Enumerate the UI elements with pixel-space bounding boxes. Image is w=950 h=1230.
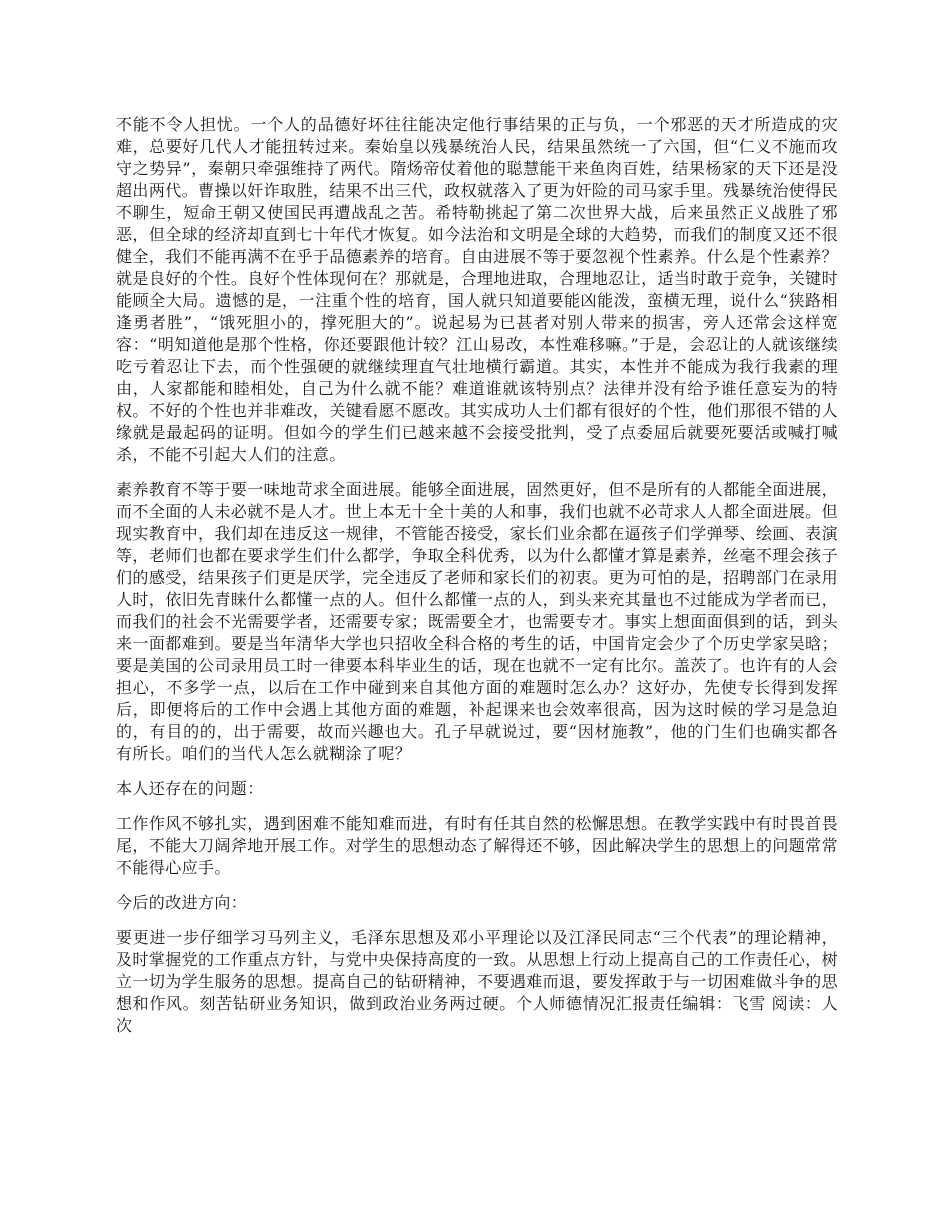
paragraph-all-round-development: 素养教育不等于要一味地苛求全面进展。能够全面进展，固然更好，但不是所有的人都能全面进展，而不全面的人未必就不是人才。世上本无十全十美的人和事，我们也就不必苛求人人都全面进展。但现实教育中，我们却在违反这一规律，不管能否接受，家长们业余都在逼孩子们学弹琴、绘画、表演等，老师们也都在要求学生们什么都学，争取全科优秀，以为什么都懂才算是素养，丝毫不理会孩子们的感受，结果孩子们更是厌学，完全违反了老师和家长们的初衷。更为可怕的是，招聘部门在录用人时，依旧先青睐什么都懂一点的人。但什么都懂一点的人，到头来充其量也不过能成为学者而已，而我们的社会不光需要学者，还需要专家；既需要全才，也需要专才。事实上想面面俱到的话，到头来一面都难到。要是当年清华大学也只招收全科合格的考生的话，中国肯定会少了个历史学家吴晗；要是美国的公司录用员工时一律要本科毕业生的话，现在也就不一定有比尔。盖茨了。也许有的人会担心，不多学一点，以后在工作中碰到来自其他方面的难题时怎么办？这好办，先使专长得到发挥后，即便将后的工作中会遇上其他方面的难题，补起课来也会效率很高，因为这时候的学习是急迫的，有目的的，出于需要，故而兴趣也大。孔子早就说过，要“因材施教”，他的门生们也确实都各有所长。咱们的当代人怎么就糊涂了呢？ xyxy=(116,480,838,763)
document-body xyxy=(116,114,838,1050)
heading-existing-problems: 本人还存在的问题： xyxy=(116,779,264,798)
paragraph-improvement-direction: 要更进一步仔细学习马列主义，毛泽东思想及邓小平理论以及江泽民同志“三个代表”的理论精神，及时掌握党的工作重点方针，与党中央保持高度的一致。从思想上行动上提高自己的工作责任心，树立一切为学生服务的思想。提高自己的钻研精神，不要遇难而退，要发挥敢于与一切困难做斗争的思想和作风。刻苦钻研业务知识，做到政治业务两过硬。个人师德情况汇报责任编辑：飞雪 阅读：人次 xyxy=(116,928,838,1035)
paragraph-existing-problems: 工作作风不够扎实，遇到困难不能知难而进，有时有任其自然的松懈思想。在教学实践中有时畏首畏尾，不能大刀阔斧地开展工作。对学生的思想动态了解得还不够，因此解决学生的思想上的问题常常不能得心应手。 xyxy=(116,814,838,877)
paragraph-moral-character: 不能不令人担忧。一个人的品德好坏往往能决定他行事结果的正与负，一个邪恶的天才所造成的灾难，总要好几代人才能扭转过来。秦始皇以残暴统治人民，结果虽然统一了六国，但“仁义不施而攻守之势异”，秦朝只牵强维持了两代。隋炀帝仗着他的聪慧能干来鱼肉百姓，结果杨家的天下还是没超出两代。曹操以奸诈取胜，结果不出三代，政权就落入了更为奸险的司马家手里。残暴统治使得民不聊生，短命王朝又使国民再遭战乱之苦。希特勒挑起了第二次世界大战，后来虽然正义战胜了邪恶，但全球的经济却直到七十年代才恢复。如今法治和文明是全球的大趋势，而我们的制度又还不很健全，我们不能再满不在乎于品德素养的培育。自由进展不等于要忽视个性素养。什么是个性素养？就是良好的个性。良好个性体现何在？那就是，合理地进取，合理地忍让，适当时敢于竞争，关键时能顾全大局。遗憾的是，一注重个性的培育，国人就只知道要能凶能泼，蛮横无理，说什么“狭路相逢勇者胜”，“饿死胆小的，撑死胆大的”。说起易为已甚者对别人带来的损害，旁人还常会这样宽容：“明知道他是那个性格，你还要跟他计较？江山易改，本性难移嘛。”于是，会忍让的人就该继续吃亏着忍让下去，而个性强硬的就继续理直气壮地横行霸道。其实，本性并不能成为我行我素的理由，人家都能和睦相处，自己为什么就不能？难道谁就该特别点？法律并没有给予谁任意妄为的特权。不好的个性也并非难改，关键看愿不愿改。其实成功人士们都有很好的个性，他们那很不错的人缘就是最起码的证明。但如今的学生们已越来越不会接受批判，受了点委屈后就要死要活或喊打喊杀，不能不引起大人们的注意。 xyxy=(116,115,838,464)
heading-improvement-direction: 今后的改进方向： xyxy=(116,893,248,912)
